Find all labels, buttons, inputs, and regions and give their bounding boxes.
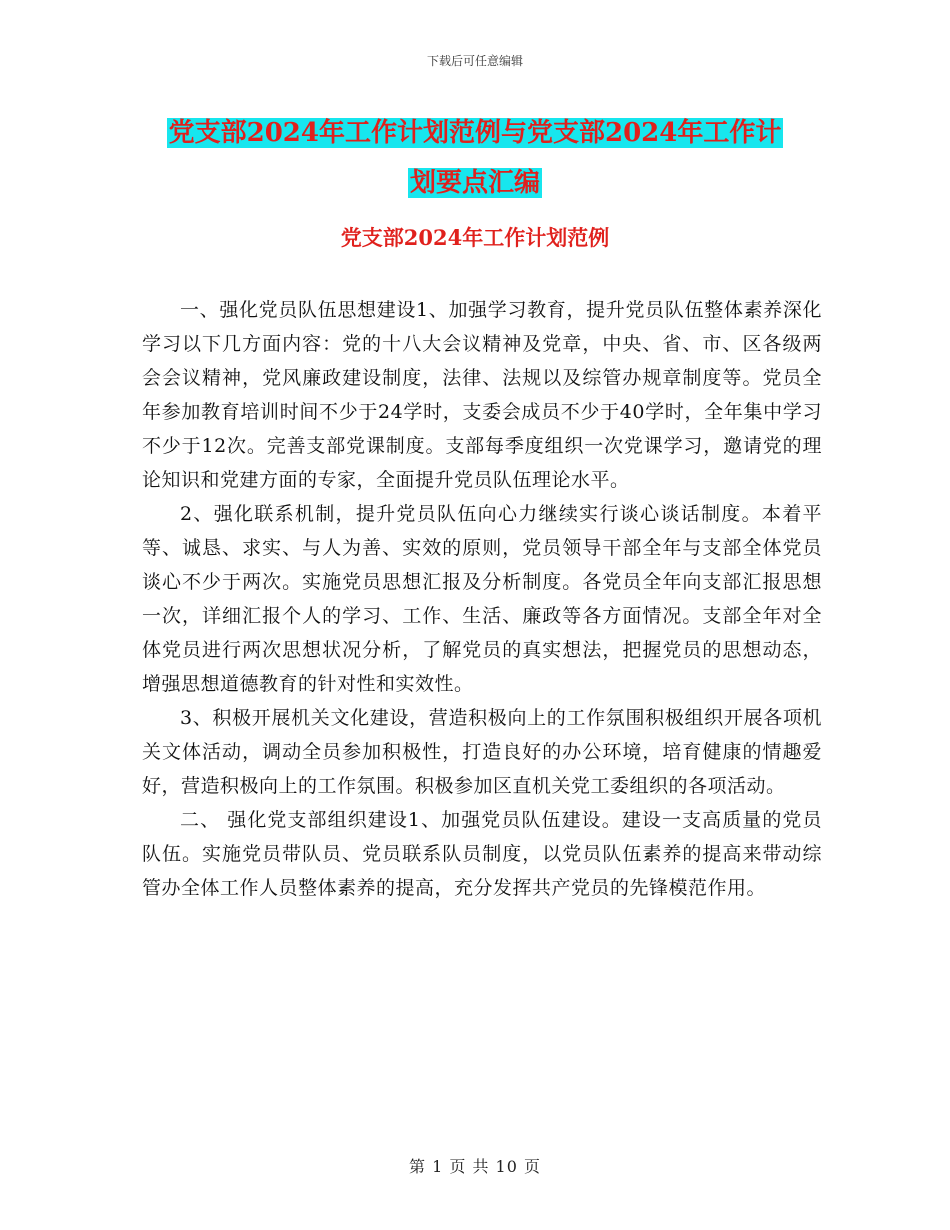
section-title: 党支部2024年工作计划范例 bbox=[340, 225, 610, 250]
paragraph-4: 二、 强化党支部组织建设1、加强党员队伍建设。建设一支高质量的党员队伍。实施党员带队员、党员联系队员制度，以党员队伍素养的提高来带动综管办全体工作人员整体素养的提高，充分发挥共产党员的先锋模范作用。 bbox=[142, 809, 822, 899]
document-title bbox=[0, 108, 950, 208]
page-header-note: 下载后可任意编辑 bbox=[426, 54, 523, 68]
title-highlight-2: 划要点汇编 bbox=[409, 168, 540, 198]
paragraph-3: 3、积极开展机关文化建设，营造积极向上的工作氛围积极组织开展各项机关文体活动，调动全员参加积极性，打造良好的办公环境，培育健康的情趣爱好，营造积极向上的工作氛围。积极参加区直机关党工委组织的各项活动。 bbox=[142, 707, 822, 797]
title-highlight-1: 党支部2024年工作计划范例与党支部2024年工作计 bbox=[168, 118, 782, 148]
document-title-line-2 bbox=[0, 158, 950, 208]
document-body bbox=[142, 293, 822, 905]
paragraph-1: 一、强化党员队伍思想建设1、加强学习教育，提升党员队伍整体素养深化学习以下几方面内容：党的十八大会议精神及党章，中央、省、市、区各级两会会议精神，党风廉政建设制度，法律、法规以及综管办规章制度等。党员全年参加教育培训时间不少于24学时，支委会成员不少于40学时，全年集中学习不少于12次。完善支部党课制度。支部每季度组织一次党课学习，邀请党的理论知识和党建方面的专家，全面提升党员队伍理论水平。 bbox=[142, 299, 822, 491]
page-number-footer: 第 1 页 共 10 页 bbox=[409, 1157, 541, 1176]
paragraph-2: 2、强化联系机制，提升党员队伍向心力继续实行谈心谈话制度。本着平等、诚恳、求实、与人为善、实效的原则，党员领导干部全年与支部全体党员谈心不少于两次。实施党员思想汇报及分析制度。各党员全年向支部汇报思想一次，详细汇报个人的学习、工作、生活、廉政等各方面情况。支部全年对全体党员进行两次思想状况分析，了解党员的真实想法，把握党员的思想动态，增强思想道德教育的针对性和实效性。 bbox=[142, 503, 822, 695]
document-title-line-1 bbox=[0, 108, 950, 158]
